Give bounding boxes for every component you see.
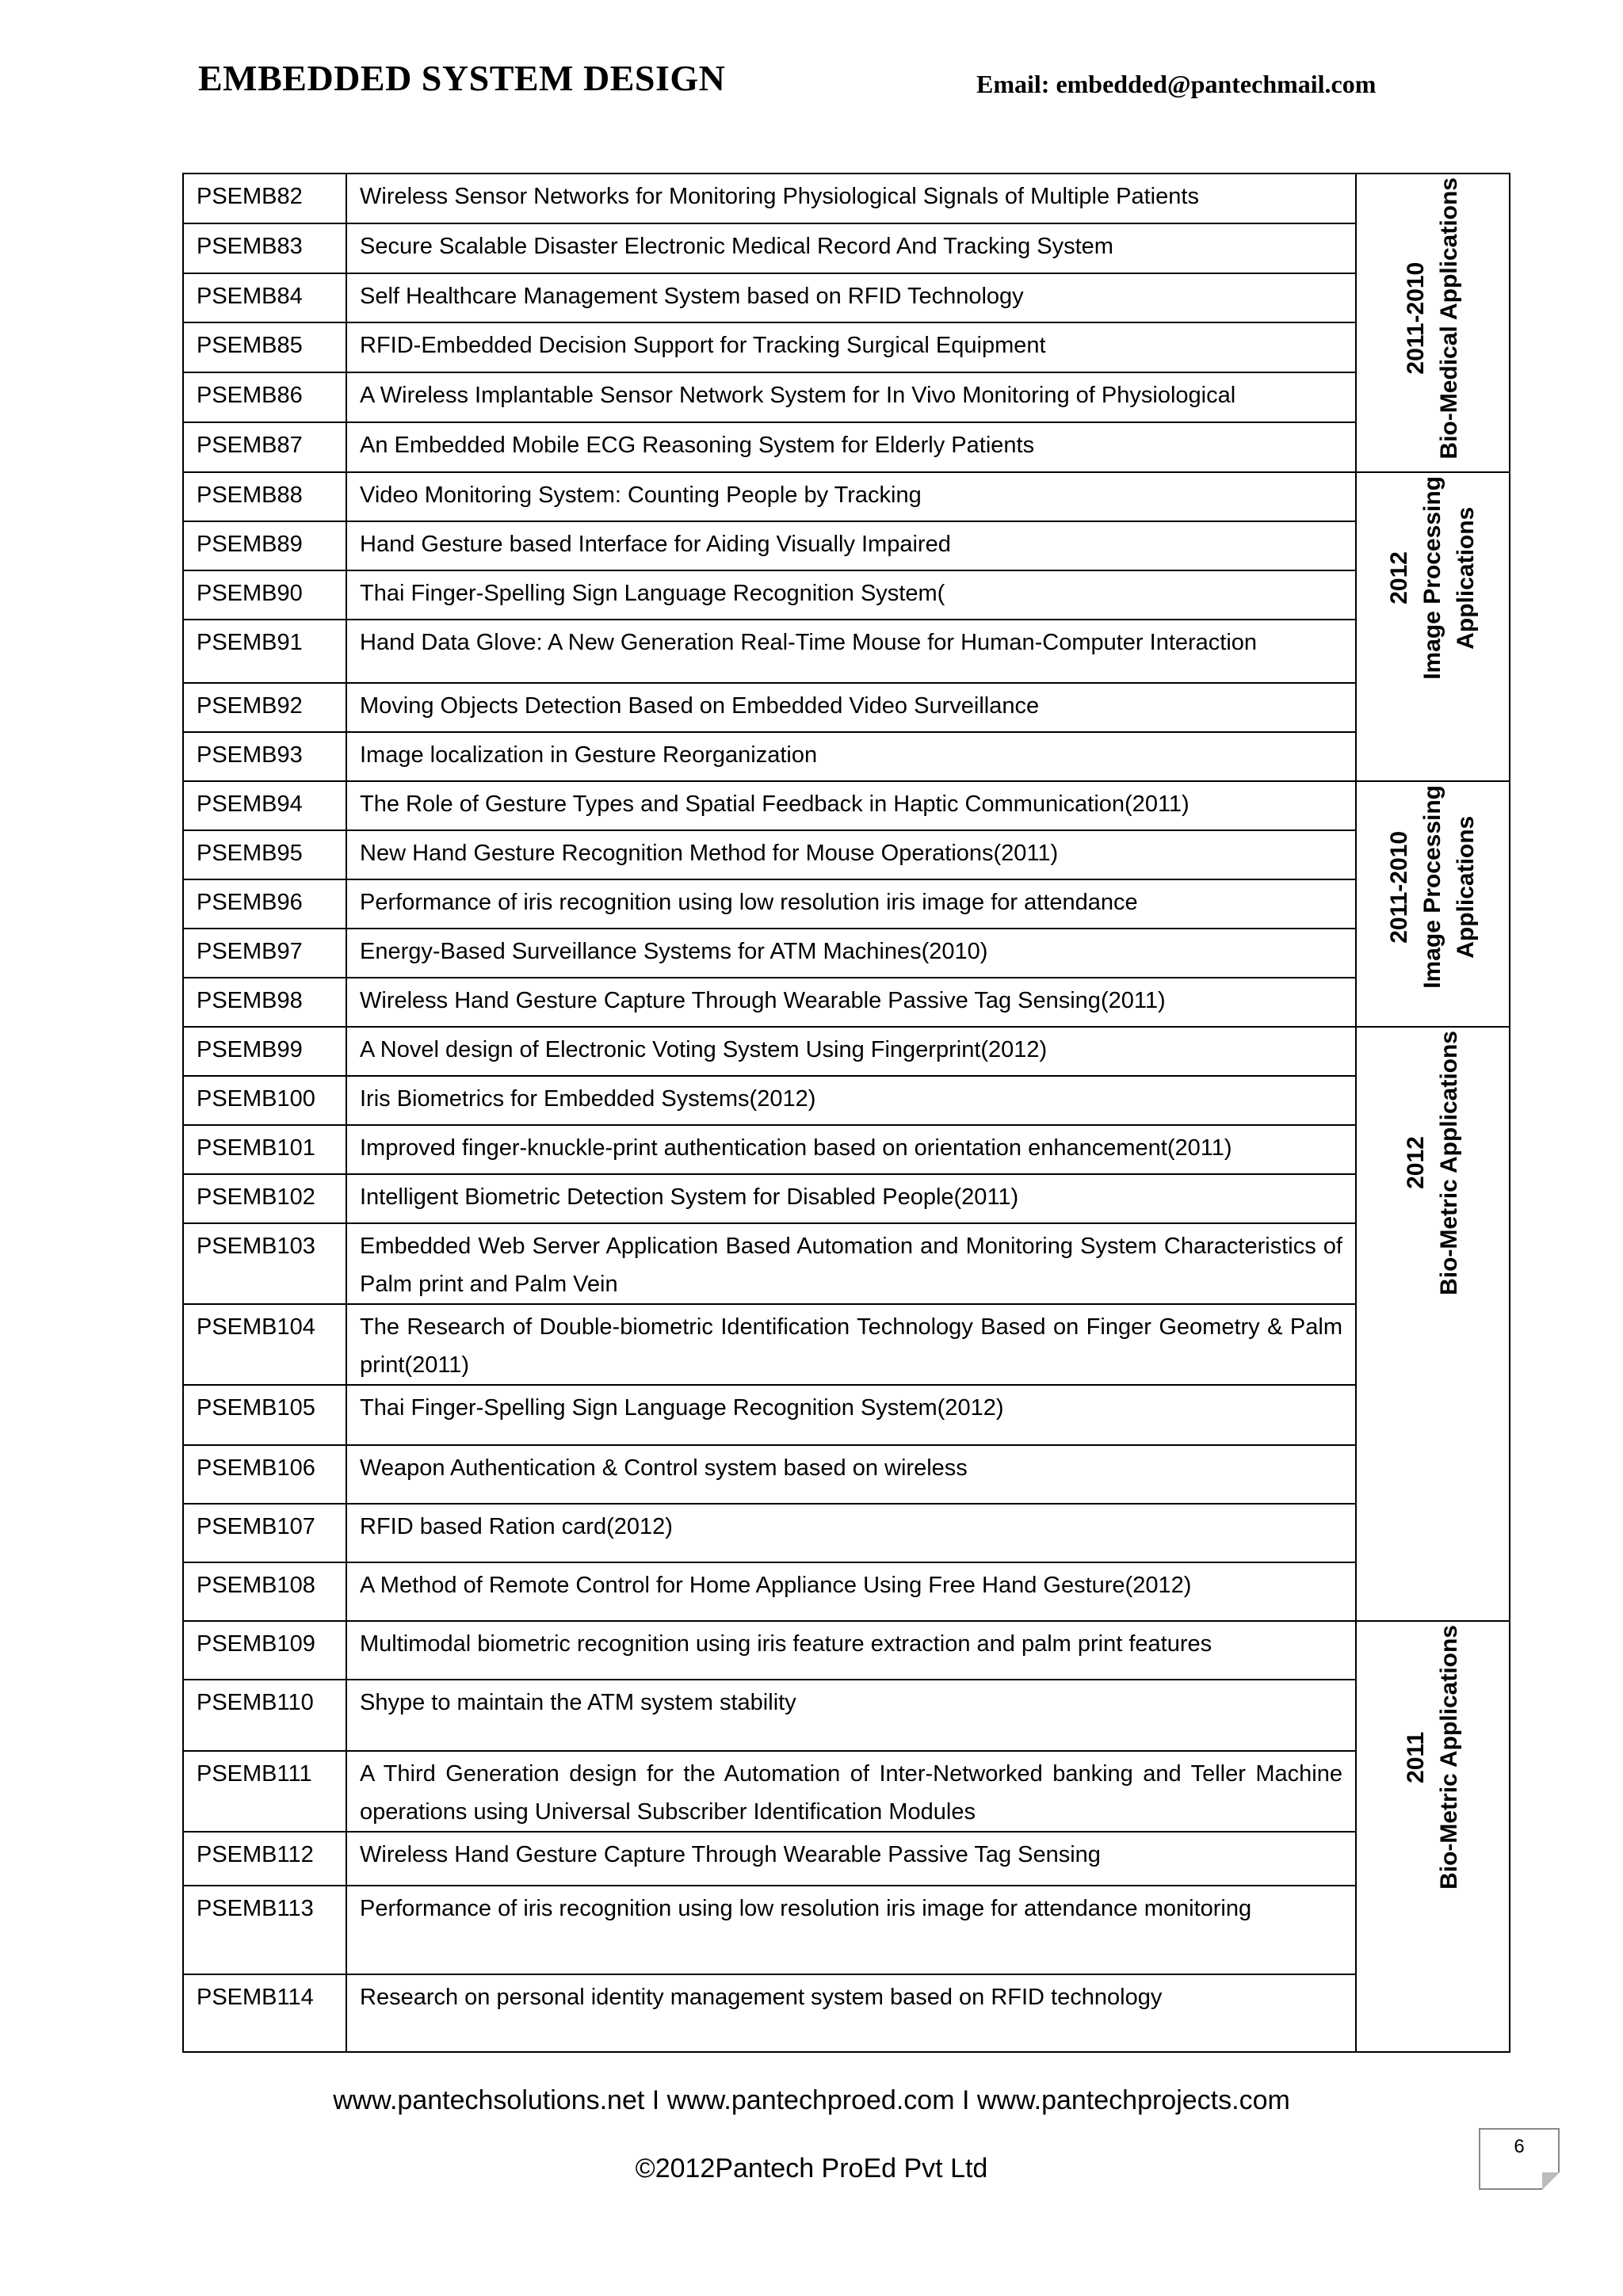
category-cell	[1356, 472, 1510, 781]
project-title: Multimodal biometric recognition using iris feature extraction and palm print features	[346, 1621, 1356, 1680]
project-code: PSEMB100	[183, 1076, 346, 1125]
category-name: Applications	[1453, 505, 1479, 649]
category-cell	[1356, 1027, 1510, 1621]
project-title: Performance of iris recognition using low resolution iris image for attendance	[346, 879, 1356, 929]
table-row	[183, 1304, 1510, 1385]
project-code: PSEMB109	[183, 1621, 346, 1680]
category-cell	[1356, 781, 1510, 1027]
project-code: PSEMB89	[183, 521, 346, 570]
table-row	[183, 1125, 1510, 1174]
project-title: Wireless Hand Gesture Capture Through Wearable Passive Tag Sensing(2011)	[346, 978, 1356, 1027]
project-title: Intelligent Biometric Detection System for Disabled People(2011)	[346, 1174, 1356, 1223]
table-row	[183, 1445, 1510, 1504]
table-row	[183, 570, 1510, 620]
category-name: Image Processing	[1419, 784, 1445, 989]
category-year: 2012	[1403, 1136, 1429, 1189]
project-title: A Third Generation design for the Automation of Inter-Networked banking and Teller Machine operations using Universal Subscriber Identification Modules	[346, 1751, 1356, 1832]
table-row	[183, 1832, 1510, 1886]
project-title: An Embedded Mobile ECG Reasoning System for Elderly Patients	[346, 422, 1356, 472]
category-label	[1383, 476, 1483, 680]
table-row	[183, 1974, 1510, 2052]
project-code: PSEMB106	[183, 1445, 346, 1504]
project-title: Weapon Authentication & Control system based on wireless	[346, 1445, 1356, 1504]
table-row	[183, 1751, 1510, 1832]
project-title: Shype to maintain the ATM system stability	[346, 1680, 1356, 1751]
table-row	[183, 223, 1510, 273]
footer-copyright: ©2012Pantech ProEd Pvt Ltd	[635, 2153, 988, 2183]
project-title: The Role of Gesture Types and Spatial Feedback in Haptic Communication(2011)	[346, 781, 1356, 830]
table-row	[183, 1385, 1510, 1445]
project-title: Thai Finger-Spelling Sign Language Recognition System(2012)	[346, 1385, 1356, 1445]
project-title: Thai Finger-Spelling Sign Language Recognition System(	[346, 570, 1356, 620]
project-title: RFID based Ration card(2012)	[346, 1504, 1356, 1562]
project-table	[182, 173, 1510, 2053]
table-row	[183, 1076, 1510, 1125]
category-label	[1383, 785, 1483, 989]
project-title: A Novel design of Electronic Voting System Using Fingerprint(2012)	[346, 1027, 1356, 1076]
project-code: PSEMB111	[183, 1751, 346, 1832]
category-label	[1400, 1031, 1466, 1295]
project-code: PSEMB95	[183, 830, 346, 879]
table-row	[183, 781, 1510, 830]
project-title: Performance of iris recognition using low resolution iris image for attendance monitoring	[346, 1886, 1356, 1974]
project-code: PSEMB92	[183, 683, 346, 732]
project-code: PSEMB97	[183, 929, 346, 978]
project-title: Wireless Hand Gesture Capture Through Wearable Passive Tag Sensing	[346, 1832, 1356, 1886]
project-code: PSEMB88	[183, 472, 346, 521]
project-code: PSEMB91	[183, 620, 346, 683]
project-code: PSEMB101	[183, 1125, 346, 1174]
project-code: PSEMB85	[183, 322, 346, 372]
project-code: PSEMB114	[183, 1974, 346, 2052]
project-title: Improved finger-knuckle-print authentication based on orientation enhancement(2011)	[346, 1125, 1356, 1174]
project-title: A Wireless Implantable Sensor Network System for In Vivo Monitoring of Physiological	[346, 372, 1356, 422]
contact-email: Email: embedded@pantechmail.com	[976, 70, 1377, 98]
project-code: PSEMB113	[183, 1886, 346, 1974]
project-code: PSEMB105	[183, 1385, 346, 1445]
table-row	[183, 978, 1510, 1027]
category-cell	[1356, 174, 1510, 472]
project-title: Moving Objects Detection Based on Embedded Video Surveillance	[346, 683, 1356, 732]
table-row	[183, 1174, 1510, 1223]
project-title: Hand Gesture based Interface for Aiding Visually Impaired	[346, 521, 1356, 570]
category-year: 2011-2010	[1403, 261, 1429, 375]
table-row	[183, 1886, 1510, 1974]
project-code: PSEMB96	[183, 879, 346, 929]
project-title: Wireless Sensor Networks for Monitoring Physiological Signals of Multiple Patients	[346, 174, 1356, 223]
table-row	[183, 174, 1510, 223]
category-label	[1400, 177, 1466, 460]
project-title: Secure Scalable Disaster Electronic Medical Record And Tracking System	[346, 223, 1356, 273]
category-name: Bio-Metric Applications	[1436, 1030, 1462, 1295]
project-code: PSEMB83	[183, 223, 346, 273]
project-code: PSEMB107	[183, 1504, 346, 1562]
document-title: EMBEDDED SYSTEM DESIGN	[198, 58, 726, 98]
project-code: PSEMB94	[183, 781, 346, 830]
page-number-box	[1479, 2128, 1560, 2190]
table-row	[183, 683, 1510, 732]
category-name: Image Processing	[1419, 475, 1445, 680]
project-title: Video Monitoring System: Counting People by Tracking	[346, 472, 1356, 521]
project-title: Hand Data Glove: A New Generation Real-Time Mouse for Human-Computer Interaction	[346, 620, 1356, 683]
category-name: Bio-Medical Applications	[1436, 177, 1462, 460]
project-code: PSEMB87	[183, 422, 346, 472]
project-title: Self Healthcare Management System based on RFID Technology	[346, 273, 1356, 323]
project-title: Energy-Based Surveillance Systems for ATM Machines(2010)	[346, 929, 1356, 978]
table-row	[183, 422, 1510, 472]
table-row	[183, 521, 1510, 570]
table-row	[183, 830, 1510, 879]
project-code: PSEMB99	[183, 1027, 346, 1076]
table-row	[183, 273, 1510, 323]
category-label	[1400, 1625, 1466, 1890]
project-title: Iris Biometrics for Embedded Systems(2012)	[346, 1076, 1356, 1125]
table-row	[183, 1027, 1510, 1076]
category-year: 2011	[1403, 1731, 1429, 1783]
project-title: Research on personal identity management system based on RFID technology	[346, 1974, 1356, 2052]
table-row	[183, 1621, 1510, 1680]
table-row	[183, 732, 1510, 781]
project-code: PSEMB112	[183, 1832, 346, 1886]
project-code: PSEMB86	[183, 372, 346, 422]
category-year: 2011-2010	[1386, 830, 1412, 943]
category-name: Bio-Metric Applications	[1436, 1624, 1462, 1890]
project-code: PSEMB82	[183, 174, 346, 223]
category-cell	[1356, 1621, 1510, 2052]
project-title: New Hand Gesture Recognition Method for Mouse Operations(2011)	[346, 830, 1356, 879]
table-row	[183, 1223, 1510, 1304]
category-year: 2012	[1386, 551, 1412, 605]
table-row	[183, 472, 1510, 521]
table-row	[183, 1562, 1510, 1621]
project-code: PSEMB90	[183, 570, 346, 620]
page-corner-fold	[1542, 2172, 1560, 2190]
table-row	[183, 879, 1510, 929]
project-title: A Method of Remote Control for Home Appliance Using Free Hand Gesture(2012)	[346, 1562, 1356, 1621]
table-row	[183, 1680, 1510, 1751]
table-row	[183, 372, 1510, 422]
project-code: PSEMB93	[183, 732, 346, 781]
project-title: The Research of Double-biometric Identification Technology Based on Finger Geometry & Palm print(2011)	[346, 1304, 1356, 1385]
table-row	[183, 1504, 1510, 1562]
category-name: Applications	[1453, 814, 1479, 958]
table-row	[183, 620, 1510, 683]
project-code: PSEMB84	[183, 273, 346, 323]
project-code: PSEMB102	[183, 1174, 346, 1223]
project-code: PSEMB98	[183, 978, 346, 1027]
table-row	[183, 929, 1510, 978]
page-number: 6	[1514, 2136, 1525, 2157]
project-code: PSEMB104	[183, 1304, 346, 1385]
footer-links: www.pantechsolutions.net I www.pantechproed.com I www.pantechprojects.com	[333, 2085, 1290, 2115]
project-code: PSEMB103	[183, 1223, 346, 1304]
project-title: RFID-Embedded Decision Support for Tracking Surgical Equipment	[346, 322, 1356, 372]
project-code: PSEMB108	[183, 1562, 346, 1621]
project-title: Embedded Web Server Application Based Automation and Monitoring System Characteristics of Palm print and Palm Vein	[346, 1223, 1356, 1304]
project-title: Image localization in Gesture Reorganization	[346, 732, 1356, 781]
project-code: PSEMB110	[183, 1680, 346, 1751]
table-row	[183, 322, 1510, 372]
